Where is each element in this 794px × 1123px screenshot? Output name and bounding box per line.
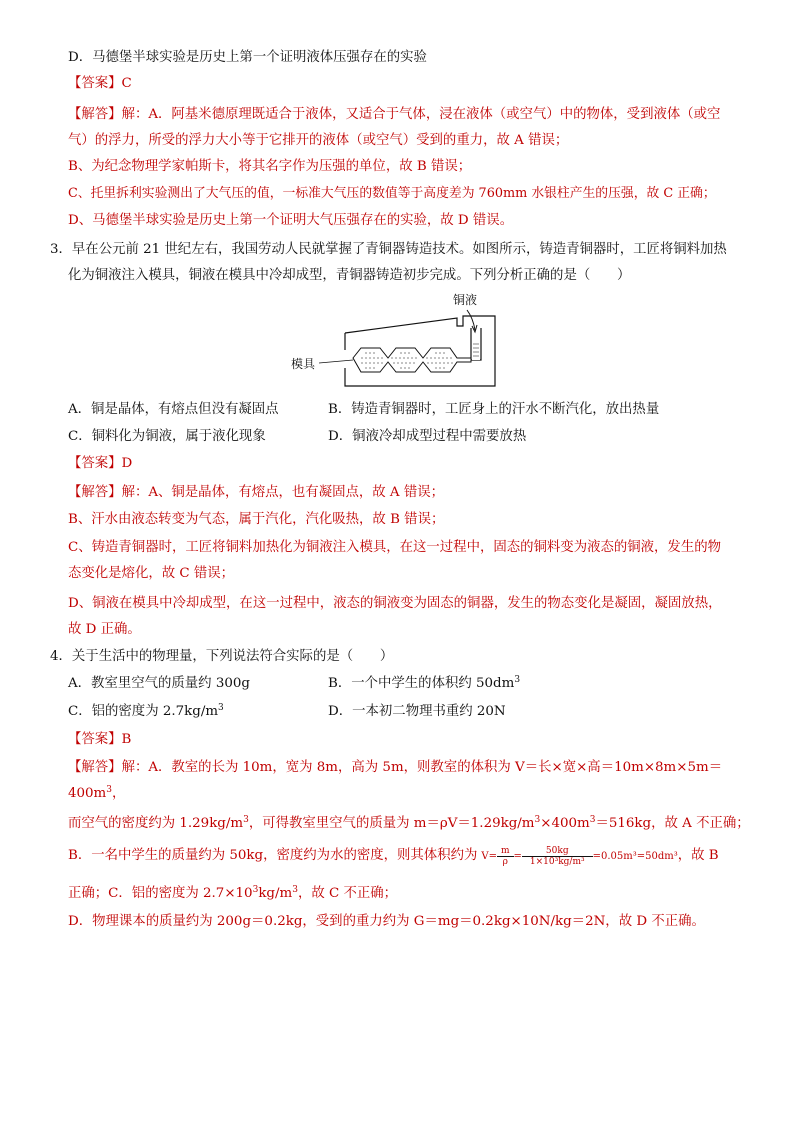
q4-explanation-a1-text: 解：A．教室的长为 10m，宽为 8m，高为 5m，则教室的体积为 V＝长×宽×高＝10m×8m×5m＝: [121, 760, 723, 775]
volume-formula: [481, 846, 677, 867]
mold-cavity: [353, 348, 471, 372]
superscript-3: 3: [589, 815, 596, 825]
superscript-3: 3: [218, 703, 224, 713]
q4-explanation-b1-pre: B．一名中学生的质量约为 50kg，密度约为水的密度，则其体积约为: [68, 848, 478, 863]
q4-explanation-b2-unit: kg/m: [258, 886, 293, 901]
formula-rho: ρ: [502, 857, 508, 867]
q3-option-a: A．铜是晶体，有熔点但没有凝固点: [68, 402, 279, 417]
formula-numerator: 50kg: [522, 846, 593, 857]
q4-explanation-b1-end: ，故 B: [677, 848, 719, 863]
q4-explanation-a3-pre: 而空气的密度约为 1.29kg/m: [68, 816, 244, 831]
q4-explanation-a2: [68, 784, 125, 804]
superscript-3: 3: [243, 815, 249, 825]
formula-eq: =: [513, 851, 522, 862]
q4-explanation-head: 【解答】: [68, 760, 122, 775]
q4-explanation-a3: [68, 814, 750, 834]
q2-explanation-c: C、托里拆利实验测出了大气压的值，一标准大气压的数值等于高度差为 760mm 水银柱产生的压强，故 C 正确；: [68, 186, 716, 201]
q4-explanation-b2-end: ，故 C 不正确；: [297, 886, 398, 901]
q3-option-d: D．铜液冷却成型过程中需要放热: [328, 429, 527, 444]
q3-explanation-c2: 态变化是熔化，故 C 错误；: [68, 566, 235, 581]
q2-option-d: D．马德堡半球实验是历史上第一个证明液体压强存在的实验: [68, 50, 427, 65]
q3-stem-line2: 化为铜液注入模具，铜液在模具中冷却成型，青铜器铸造初步完成。下列分析正确的是（ ）: [68, 268, 631, 283]
mold-figure: [285, 288, 510, 396]
q4-explanation-a3-end: ＝516kg，故 A 不正确；: [595, 816, 750, 831]
q2-explanation-a1: [68, 105, 720, 125]
q3-explanation-a: [68, 483, 444, 503]
q2-explanation-b: B、为纪念物理学家帕斯卡，将其名字作为压强的单位，故 B 错误；: [68, 159, 472, 174]
mold-leader-line: [319, 360, 353, 363]
superscript-3: 3: [534, 815, 541, 825]
q4-answer: 【答案】B: [68, 732, 132, 747]
q4-option-a: A．教室里空气的质量约 300g: [68, 676, 250, 691]
superscript-3: 3: [106, 785, 112, 795]
q3-explanation-b: B、汗水由液态转变为气态，属于汽化，汽化吸热，故 B 错误；: [68, 512, 445, 527]
label-copper-liquid: 铜液: [453, 293, 478, 307]
q4-explanation-b2: [68, 884, 397, 904]
q4-explanation-a2-tail: ，: [112, 786, 126, 801]
q3-explanation-c1: C、铸造青铜器时，工匠将铜料加热化为铜液注入模具，在这一过程中，固态的铜料变为液态的铜液，发生的物: [68, 540, 721, 555]
q4-explanation-a3-mid: ，可得教室里空气的质量为 m＝ρV＝1.29kg/m: [248, 816, 535, 831]
q3-option-b: B．铸造青铜器时，工匠身上的汗水不断汽化，放出热量: [328, 402, 660, 417]
q4-explanation-b1: [68, 846, 719, 867]
q2-explanation-a2: 气）的浮力，所受的浮力大小等于它排开的液体（或空气）受到的重力，故 A 错误；: [68, 133, 569, 148]
pour-arrow: [467, 310, 475, 330]
q2-explanation-d: D、马德堡半球实验是历史上第一个证明大气压强存在的实验，故 D 错误。: [68, 213, 514, 228]
label-mold: 模具: [291, 357, 316, 371]
formula-v: V=: [481, 851, 497, 862]
q3-explanation-d2: 故 D 正确。: [68, 622, 141, 637]
superscript-3: 3: [514, 675, 521, 685]
superscript-3: 3: [292, 885, 298, 895]
q3-explanation-d1: D、铜液在模具中冷却成型，在这一过程中，液态的铜液变为固态的铜器，发生的物态变化是凝固，凝固放热，: [68, 596, 722, 611]
formula-result: =0.05m³=50dm³: [592, 851, 678, 862]
q4-explanation-d: D．物理课本的质量约为 200g＝0.2kg，受到的重力约为 G＝mg＝0.2kg×10N/kg＝2N，故 D 不正确。: [68, 914, 705, 929]
fraction-mass-over-density: [522, 846, 593, 867]
q4-explanation-a1: [68, 758, 722, 778]
q4-option-b-text: B．一个中学生的体积约 50dm: [328, 676, 515, 691]
q3-stem-line1: 3．早在公元前 21 世纪左右，我国劳动人民就掌握了青铜器铸造技术。如图所示，铸造青铜器时，工匠将铜料加热: [50, 242, 727, 257]
superscript-3: 3: [252, 885, 259, 895]
q4-explanation-a3-mid2: ×400m: [540, 816, 590, 831]
q4-explanation-a2-text: 400m: [68, 786, 107, 801]
q3-explanation-a-text: 解：A、铜是晶体，有熔点，也有凝固点，故 A 错误；: [121, 485, 445, 500]
q2-answer: 【答案】C: [68, 76, 132, 91]
q3-option-c: C．铜料化为铜液，属于液化现象: [68, 429, 266, 444]
q4-option-c-text: C．铝的密度为 2.7kg/m: [68, 704, 219, 719]
q3-answer: 【答案】D: [68, 456, 133, 471]
q3-explanation-head: 【解答】: [68, 485, 122, 500]
formula-m: m: [497, 846, 514, 857]
q2-explanation-head: 【解答】: [68, 107, 122, 122]
fraction-m-over-rho: [497, 846, 514, 867]
q4-explanation-b2-pre: 正确；C．铝的密度为 2.7×10: [68, 886, 253, 901]
formula-denominator: 1×10³kg/m³: [529, 857, 585, 867]
q4-option-d: D．一本初二物理书重约 20N: [328, 704, 506, 719]
q2-explanation-a1-text: 解：A．阿基米德原理既适合于液体，又适合于气体，浸在液体（或空气）中的物体，受到液体（或空: [121, 107, 721, 122]
q4-stem: 4．关于生活中的物理量，下列说法符合实际的是（ ）: [50, 649, 394, 664]
q4-option-b: [328, 674, 520, 694]
q4-option-c: [68, 702, 224, 722]
